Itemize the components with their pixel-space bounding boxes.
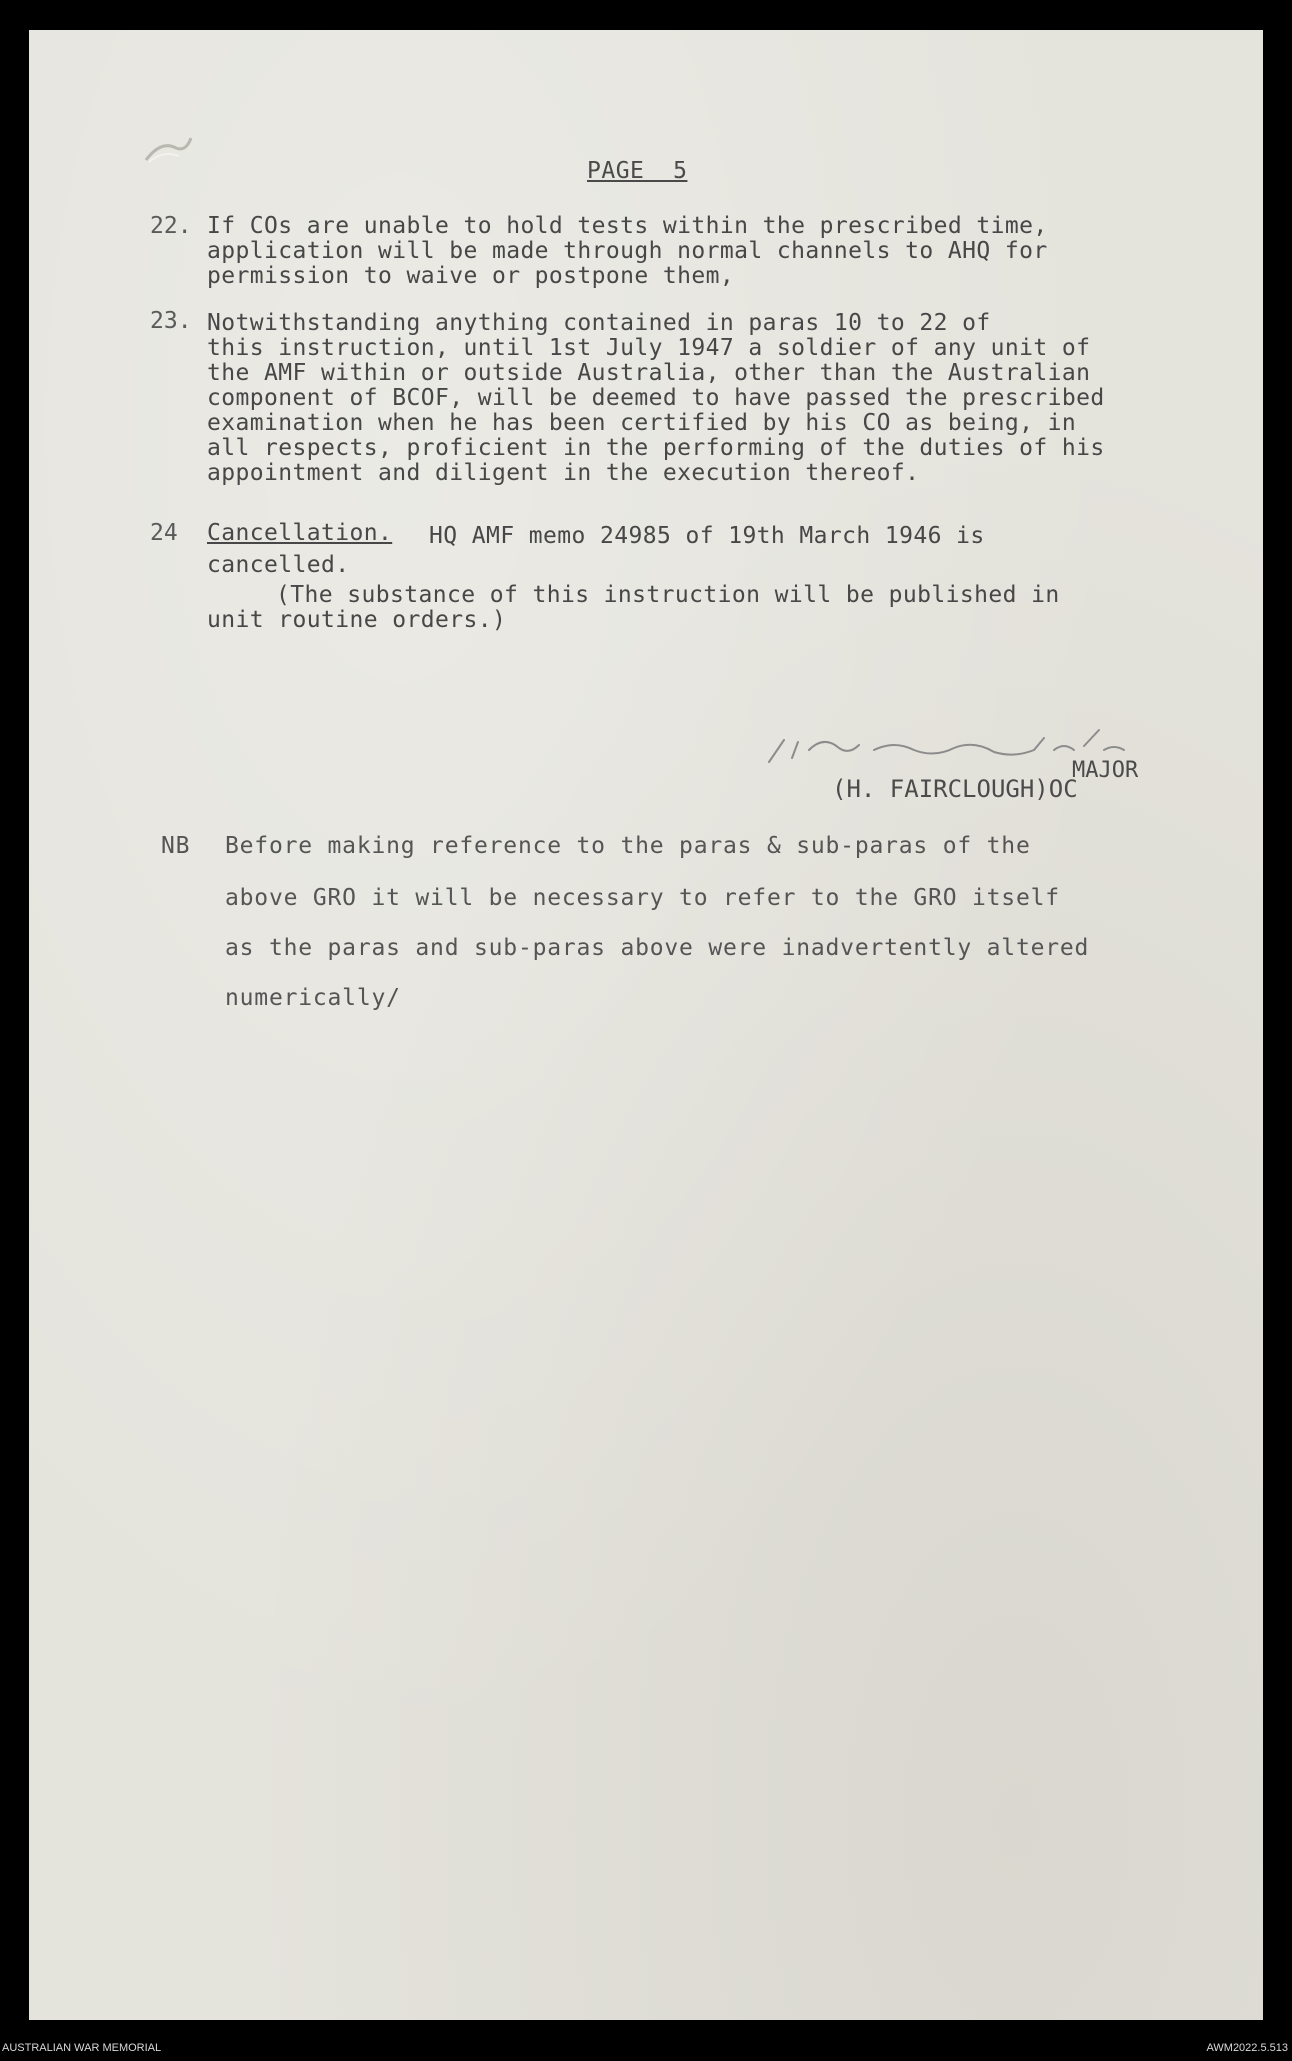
para-line: all respects, proficient in the performing of the duties of his bbox=[207, 435, 1105, 461]
para-heading: Cancellation. bbox=[207, 520, 393, 546]
para-line: cancelled. bbox=[207, 552, 350, 578]
archive-footer bbox=[0, 2033, 1292, 2061]
para-number: 22. bbox=[150, 213, 192, 239]
signatory-rank: MAJOR bbox=[1072, 758, 1139, 783]
nb-line: numerically/ bbox=[225, 985, 401, 1011]
nb-line: Before making reference to the paras & sub-paras of the bbox=[225, 833, 1031, 859]
nb-line: above GRO it will be necessary to refer to the GRO itself bbox=[225, 885, 1060, 911]
para-line: examination when he has been certified by his CO as being, in bbox=[207, 410, 1077, 436]
para-line: component of BCOF, will be deemed to have passed the prescribed bbox=[207, 385, 1105, 411]
signatory-name: (H. FAIRCLOUGH)OC bbox=[832, 775, 1078, 803]
para-line: application will be made through normal channels to AHQ for bbox=[207, 238, 1048, 264]
page-title: PAGE 5 bbox=[587, 158, 688, 184]
para-line: Notwithstanding anything contained in paras 10 to 22 of bbox=[207, 310, 991, 336]
para-line: this instruction, until 1st July 1947 a soldier of any unit of bbox=[207, 335, 1091, 361]
para-line: permission to waive or postpone them, bbox=[207, 263, 735, 289]
para-line: unit routine orders.) bbox=[207, 607, 507, 633]
para-line: appointment and diligent in the execution thereof. bbox=[207, 460, 920, 486]
document-page bbox=[29, 30, 1263, 2020]
para-number: 23. bbox=[150, 308, 192, 334]
nb-line: as the paras and sub-paras above were inadvertently altered bbox=[225, 935, 1090, 961]
archive-name: AUSTRALIAN WAR MEMORIAL bbox=[2, 2042, 162, 2054]
para-number: 24 bbox=[150, 520, 178, 546]
para-line: HQ AMF memo 24985 of 19th March 1946 is bbox=[429, 523, 985, 549]
paper-crease-mark bbox=[141, 130, 201, 170]
nb-label: NB bbox=[161, 833, 191, 859]
para-line: the AMF within or outside Australia, other than the Australian bbox=[207, 360, 1091, 386]
archive-reference: AWM2022.5.513 bbox=[1206, 2042, 1288, 2054]
para-line: If COs are unable to hold tests within the prescribed time, bbox=[207, 213, 1048, 239]
para-line: (The substance of this instruction will be published in bbox=[276, 582, 1060, 608]
